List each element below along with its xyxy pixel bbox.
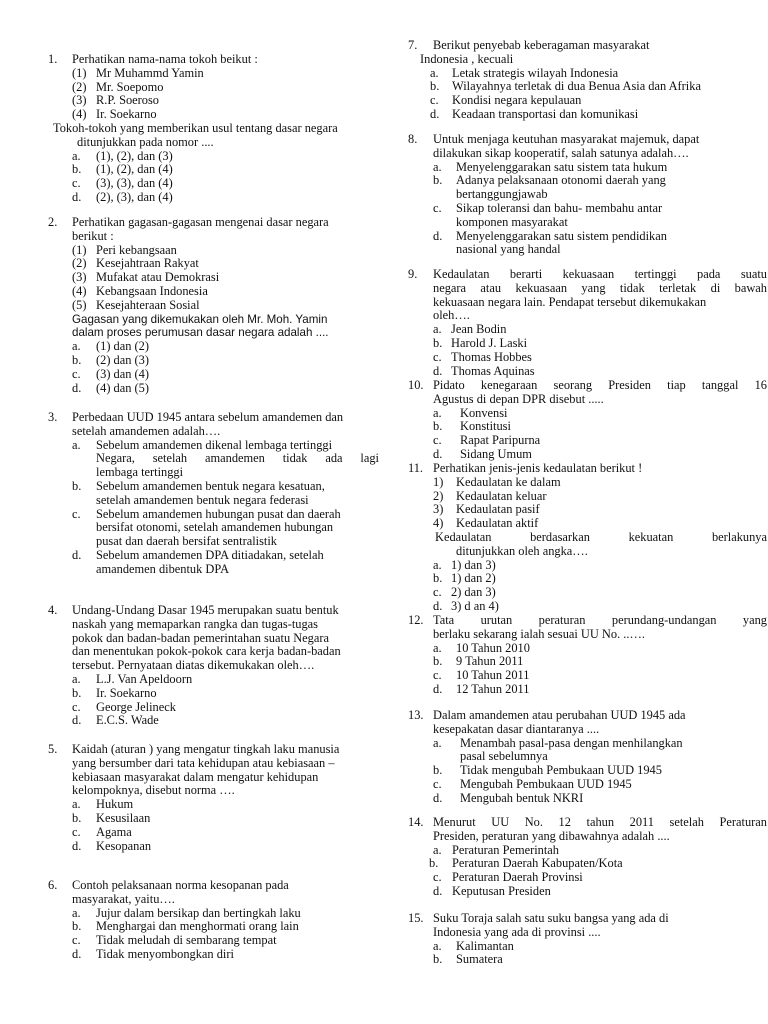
option-text: Menyelenggarakan satu sistem tata hukum xyxy=(456,159,668,174)
option-text: 1) dan 3) xyxy=(451,557,496,572)
option-letter: d. xyxy=(433,790,443,805)
option-letter: a. xyxy=(433,938,442,953)
option-letter: b. xyxy=(433,654,443,669)
question-stem-line: Contoh pelaksanaan norma kesopanan pada xyxy=(72,878,289,892)
option-letter: b. xyxy=(433,952,443,967)
option-letter: c. xyxy=(72,506,81,521)
option-text: Agama xyxy=(96,824,132,839)
option-text: (1), (2), dan (4) xyxy=(96,162,173,177)
option-text: Letak strategis wilayah Indonesia xyxy=(452,65,619,80)
question-number: 4. xyxy=(48,603,58,617)
option-text: (1) dan (2) xyxy=(96,339,149,354)
list-item-label: (3) xyxy=(72,270,87,285)
option-letter: a. xyxy=(72,148,81,163)
question-stem-line: tersebut. Pernyataan diatas dikemukakan oleh…. xyxy=(72,658,315,673)
option-letter: a. xyxy=(433,159,442,174)
list-item-text: Kesejahteraan Sosial xyxy=(96,297,200,312)
option-text: Kesusilaan xyxy=(96,811,151,825)
option-letter: c. xyxy=(433,870,442,885)
question-stem-line: setelah amandemen adalah…. xyxy=(72,423,221,438)
option-text: Thomas Aquinas xyxy=(451,363,535,378)
list-item-label: (3) xyxy=(72,93,87,108)
question-number: 8. xyxy=(408,132,418,146)
option-letter: a. xyxy=(433,557,442,572)
option-text: Sebelum amandemen hubungan pusat dan daerah xyxy=(96,506,341,521)
option-letter: b. xyxy=(433,336,443,350)
option-letter: b. xyxy=(429,856,439,871)
question-stem-line: kelompoknya, disebut norma …. xyxy=(72,783,235,798)
option-letter: c. xyxy=(433,585,442,600)
question-number: 2. xyxy=(48,215,58,229)
option-text: setelah amandemen bentuk negara federasi xyxy=(96,492,309,507)
option-letter: d. xyxy=(72,190,82,204)
question-stem-line: Suku Toraja salah satu suku bangsa yang ada di xyxy=(433,911,669,925)
question-stem-line: berikut : xyxy=(72,228,114,243)
option-text: Konstitusi xyxy=(460,419,511,434)
option-text: Ir. Soekarno xyxy=(96,685,157,700)
question-stem-line: Perhatikan gagasan-gagasan mengenai dasar negara xyxy=(72,215,329,229)
question-stem-line: kekuasaan negara lain. Pendapat tersebut dikemukakan xyxy=(433,294,707,309)
option-text: pusat dan daerah bersifat sentralistik xyxy=(96,534,277,549)
option-text: Wilayahnya terletak di dua Benua Asia dan Afrika xyxy=(452,79,701,94)
option-text: (3), (3), dan (4) xyxy=(96,176,173,191)
option-letter: d. xyxy=(72,838,82,853)
question-stem-line: naskah yang memaparkan rangka dan tugas-tugas xyxy=(72,616,319,631)
list-item-text: Mr Muhammd Yamin xyxy=(96,65,204,80)
option-text: Menghargai dan menghormati orang lain xyxy=(96,919,299,934)
question-number: 10. xyxy=(408,378,424,392)
option-text: (2), (3), dan (4) xyxy=(96,190,173,204)
question-number: 14. xyxy=(408,815,424,829)
option-text: 1) dan 2) xyxy=(451,571,496,586)
option-text: Kondisi negara kepulauan xyxy=(452,93,582,108)
option-letter: c. xyxy=(433,433,442,448)
option-letter: b. xyxy=(433,419,443,434)
option-text: Keputusan Presiden xyxy=(452,884,551,898)
list-item-text: Ir. Soekarno xyxy=(96,107,157,122)
option-text: lembaga tertinggi xyxy=(96,465,184,480)
option-text: Negara, setelah amandemen tidak ada lagi xyxy=(96,451,379,466)
option-text: George Jelineck xyxy=(96,699,176,714)
list-item-label: (4) xyxy=(72,284,87,298)
option-text: Peraturan Daerah Kabupaten/Kota xyxy=(452,856,623,871)
question-number: 15. xyxy=(408,911,424,925)
option-letter: d. xyxy=(72,713,82,728)
question-stem-line: Indonesia , kecuali xyxy=(420,51,514,66)
option-text: Tidak mengubah Pembukaan UUD 1945 xyxy=(460,763,662,778)
list-item-text: Kesejahtraan Rakyat xyxy=(96,256,199,271)
question-stem-line: berlaku sekarang ialah sesuai UU No. ..…. xyxy=(433,626,645,641)
option-text: 2) dan 3) xyxy=(451,585,496,600)
list-item-label: 1) xyxy=(433,474,444,489)
list-item-text: Kedaulatan keluar xyxy=(456,488,547,503)
option-letter: a. xyxy=(433,322,442,337)
option-letter: d. xyxy=(433,447,443,461)
question-prompt-line: Gagasan yang dikemukakan oleh Mr. Moh. Yamin xyxy=(72,312,328,326)
question-number: 9. xyxy=(408,267,418,281)
option-letter: b. xyxy=(433,571,443,586)
list-item-label: (1) xyxy=(72,65,87,80)
question-stem-line: Menurut UU No. 12 tahun 2011 setelah Peraturan xyxy=(433,815,767,829)
list-item-label: 3) xyxy=(433,502,444,517)
option-letter: d. xyxy=(433,599,443,613)
option-letter: b. xyxy=(433,763,443,778)
option-letter: b. xyxy=(72,919,82,934)
option-letter: b. xyxy=(72,353,82,367)
option-text: Sebelum amandemen bentuk negara kesatuan, xyxy=(96,479,325,493)
option-text: amandemen dibentuk DPA xyxy=(96,561,230,576)
option-letter: c. xyxy=(430,93,439,108)
list-item-text: Mufakat atau Demokrasi xyxy=(96,270,220,285)
list-item-text: Kedaulatan ke dalam xyxy=(456,474,561,489)
question-number: 7. xyxy=(408,38,418,52)
list-item-text: Kebangsaan Indonesia xyxy=(96,284,208,298)
question-stem-line: Berikut penyebab keberagaman masyarakat xyxy=(433,38,650,52)
option-letter: d. xyxy=(433,363,443,378)
option-letter: b. xyxy=(72,811,82,825)
question-stem-line: Pidato kenegaraan seorang Presiden tiap tanggal 16 xyxy=(433,378,767,392)
question-stem-line: masyarakat, yaitu…. xyxy=(72,891,175,906)
question-number: 3. xyxy=(48,410,58,424)
option-letter: d. xyxy=(433,682,443,696)
option-text: Tidak menyombongkan diri xyxy=(96,947,234,961)
question-stem-line: pokok dan badan-badan pemerintahan suatu Negara xyxy=(72,630,330,645)
list-item-label: (2) xyxy=(72,79,87,94)
question-stem-line: Perbedaan UUD 1945 antara sebelum amandemen dan xyxy=(72,410,344,424)
option-text: Thomas Hobbes xyxy=(451,349,532,364)
option-text: Mengubah Pembukaan UUD 1945 xyxy=(460,777,632,791)
option-text: Jujur dalam bersikap dan bertingkah laku xyxy=(96,905,301,920)
option-letter: a. xyxy=(72,672,81,686)
question-stem-line: Perhatikan nama-nama tokoh beikut : xyxy=(72,52,258,66)
question-stem-line: Presiden, peraturan yang dibawahnya adalah .... xyxy=(433,828,670,843)
option-letter: b. xyxy=(430,79,440,94)
question-stem-line: Kedaulatan berarti kekuasaan tertinggi pada suatu xyxy=(433,267,767,281)
option-text: 3) d an 4) xyxy=(451,599,499,613)
list-item-text: Peri kebangsaan xyxy=(96,242,177,257)
option-text: Tidak meludah di sembarang tempat xyxy=(96,933,277,948)
option-text: (1), (2), dan (3) xyxy=(96,148,173,163)
option-text: Menambah pasal-pasa dengan menhilangkan xyxy=(460,735,683,750)
option-letter: a. xyxy=(433,735,442,750)
option-text: Kesopanan xyxy=(96,838,152,853)
option-letter: b. xyxy=(433,173,443,188)
question-number: 13. xyxy=(408,708,424,722)
option-text: (3) dan (4) xyxy=(96,366,149,381)
question-prompt-line: ditunjukkan oleh angka…. xyxy=(456,543,588,558)
list-item-text: Kedaulatan aktif xyxy=(456,516,539,531)
option-text: Hukum xyxy=(96,797,134,812)
option-text: 9 Tahun 2011 xyxy=(456,654,524,669)
option-text: L.J. Van Apeldoorn xyxy=(96,672,193,686)
question-stem-line: dan menentukan pokok-pokok cara kerja badan-badan xyxy=(72,644,341,659)
question-number: 6. xyxy=(48,878,58,892)
option-letter: c. xyxy=(72,176,81,191)
question-prompt-line: Kedaulatan berdasarkan kekuatan berlakunya xyxy=(435,530,767,544)
option-text: bertanggungjawab xyxy=(456,187,548,202)
question-prompt-line: dalam proses perumusan dasar negara adalah .... xyxy=(72,326,329,340)
question-stem-line: Tata urutan peraturan perundang-undangan yang xyxy=(433,613,767,627)
option-letter: a. xyxy=(72,905,81,920)
option-letter: a. xyxy=(433,842,442,857)
list-item-label: 4) xyxy=(433,516,444,531)
question-stem-line: negara atau kekuasaan yang tidak terletak di bawah xyxy=(433,280,767,295)
question-stem-line: kebiasaan masyarakat dalam mengatur kehidupan xyxy=(72,769,319,784)
option-text: (4) dan (5) xyxy=(96,380,149,395)
option-text: Kalimantan xyxy=(456,938,514,953)
list-item-text: Mr. Soepomo xyxy=(96,79,164,94)
question-number: 12. xyxy=(408,613,424,627)
question-stem-line: oleh…. xyxy=(433,308,470,323)
list-item-label: (5) xyxy=(72,297,87,312)
option-text: Konvensi xyxy=(460,405,508,420)
option-letter: a. xyxy=(72,797,81,812)
option-text: pasal sebelumnya xyxy=(460,749,548,764)
option-text: nasional yang handal xyxy=(456,242,561,257)
question-stem-line: Agustus di depan DPR disebut ..... xyxy=(433,391,604,406)
option-text: bersifat otonomi, setelah amandemen hubungan xyxy=(96,520,334,535)
list-item-label: (4) xyxy=(72,107,87,122)
option-letter: a. xyxy=(72,437,81,452)
option-letter: a. xyxy=(433,405,442,420)
question-stem-line: Indonesia yang ada di provinsi .... xyxy=(433,924,601,939)
option-letter: a. xyxy=(433,640,442,655)
question-number: 11. xyxy=(408,461,424,475)
question-stem-line: dilakukan sikap kooperatif, salah satunya adalah…. xyxy=(433,145,689,160)
option-text: Rapat Paripurna xyxy=(460,433,541,448)
option-letter: d. xyxy=(72,947,82,961)
question-stem-line: Untuk menjaga keutuhan masyarakat majemuk, dapat xyxy=(433,132,700,146)
option-letter: a. xyxy=(72,339,81,354)
option-letter: c. xyxy=(433,777,442,791)
option-text: 12 Tahun 2011 xyxy=(456,682,530,696)
option-text: Sebelum amandemen DPA ditiadakan, setelah xyxy=(96,548,324,562)
option-text: E.C.S. Wade xyxy=(96,713,159,728)
question-number: 5. xyxy=(48,742,58,756)
option-letter: a. xyxy=(430,65,439,80)
option-text: Keadaan transportasi dan komunikasi xyxy=(452,107,639,121)
option-text: Sikap toleransi dan bahu- membahu antar xyxy=(456,201,663,215)
option-letter: d. xyxy=(433,884,443,898)
option-letter: c. xyxy=(72,699,81,714)
option-text: Adanya pelaksanaan otonomi daerah yang xyxy=(456,173,666,188)
list-item-text: R.P. Soeroso xyxy=(96,93,159,108)
option-letter: d. xyxy=(433,228,443,243)
question-stem-line: Undang-Undang Dasar 1945 merupakan suatu bentuk xyxy=(72,603,339,617)
list-item-label: (2) xyxy=(72,256,87,271)
option-text: Harold J. Laski xyxy=(451,336,528,350)
option-letter: d. xyxy=(72,380,82,395)
question-stem-line: Dalam amandemen atau perubahan UUD 1945 ada xyxy=(433,708,686,722)
option-text: Sebelum amandemen dikenal lembaga tertinggi xyxy=(96,437,333,452)
question-number: 1. xyxy=(48,52,58,66)
option-letter: b. xyxy=(72,479,82,493)
option-text: komponen masyarakat xyxy=(456,214,568,229)
option-letter: c. xyxy=(433,201,442,215)
option-text: Sumatera xyxy=(456,952,503,967)
option-letter: d. xyxy=(430,107,440,121)
option-letter: c. xyxy=(72,366,81,381)
option-letter: b. xyxy=(72,162,82,177)
option-text: 10 Tahun 2010 xyxy=(456,640,530,655)
option-letter: c. xyxy=(433,349,442,364)
list-item-text: Kedaulatan pasif xyxy=(456,502,540,517)
option-letter: c. xyxy=(433,668,442,683)
question-stem-line: kesepakatan dasar diantaranya .... xyxy=(433,721,600,736)
question-prompt-line: ditunjukkan pada nomor .... xyxy=(77,134,214,149)
option-text: 10 Tahun 2011 xyxy=(456,668,530,683)
option-letter: d. xyxy=(72,548,82,562)
option-letter: b. xyxy=(72,685,82,700)
option-text: Peraturan Pemerintah xyxy=(452,842,560,857)
option-text: Jean Bodin xyxy=(451,322,507,337)
question-stem-line: Kaidah (aturan ) yang mengatur tingkah laku manusia xyxy=(72,742,340,756)
option-text: Peraturan Daerah Provinsi xyxy=(452,870,583,885)
list-item-label: 2) xyxy=(433,488,444,503)
question-stem-line: yang bersumber dari tata kehidupan atau kebiasaan – xyxy=(72,755,335,770)
option-letter: c. xyxy=(72,824,81,839)
question-prompt-line: Tokoh-tokoh yang memberikan usul tentang dasar negara xyxy=(53,121,338,135)
question-stem-line: Perhatikan jenis-jenis kedaulatan berikut ! xyxy=(433,461,643,475)
option-text: Menyelenggarakan satu sistem pendidikan xyxy=(456,228,667,243)
option-letter: c. xyxy=(72,933,81,948)
option-text: Sidang Umum xyxy=(460,447,532,461)
option-text: Mengubah bentuk NKRI xyxy=(460,790,584,805)
list-item-label: (1) xyxy=(72,242,87,257)
option-text: (2) dan (3) xyxy=(96,353,149,367)
